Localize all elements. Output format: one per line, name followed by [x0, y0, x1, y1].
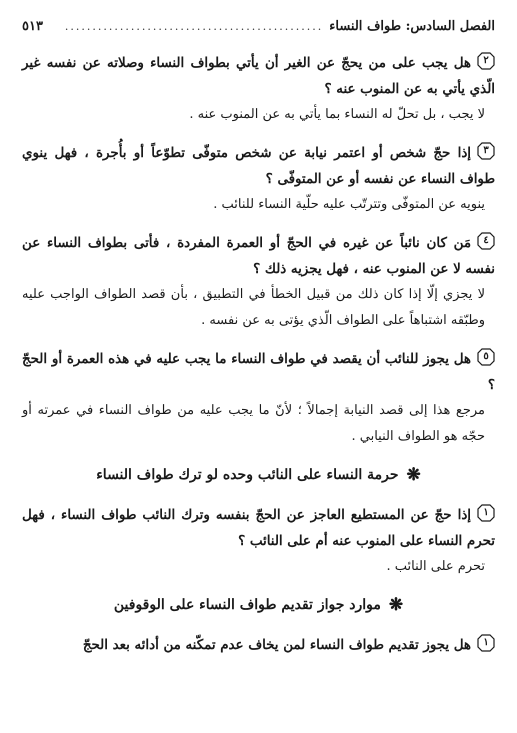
question-number-badge	[477, 634, 495, 652]
asterism-icon: ❋	[406, 465, 421, 485]
qa-block	[22, 50, 495, 128]
question-number: ١	[483, 507, 489, 518]
question-number: ٤	[483, 235, 489, 246]
question	[22, 50, 495, 102]
question-number: ٥	[483, 351, 489, 362]
question-text: إذا حجّ عن المستطيع العاجز عن الحجّ بنفسه وترك النائب طواف النساء ، فهل تحرم النساء على المنوب عنه أم على النائب ؟	[22, 507, 495, 549]
qa-block	[22, 346, 495, 450]
question-text: هل يجوز تقديم طواف النساء لمن يخاف عدم تمكّنه من أدائه بعد الحجّ	[82, 637, 471, 653]
chapter-title: الفصل السادس: طواف النساء	[329, 18, 495, 34]
question-number-badge	[477, 232, 495, 250]
answer-text: لا يجب ، بل تحلّ له النساء بما يأتي به عن المنوب عنه .	[189, 107, 485, 122]
question-number: ٢	[483, 55, 489, 66]
section-title: حرمة النساء على النائب وحده لو ترك طواف النساء	[96, 467, 399, 483]
answer-text: لا يجزي إلّا إذا كان ذلك من قبيل الخطأ في التطبيق ، بأن قصد الطواف الواجب عليه وطبّقه اشتباهاً على الطواف الّذي يؤتى به عن نفسه .	[22, 287, 485, 328]
page-number: ٥١٣	[22, 18, 43, 34]
question-number-badge	[477, 504, 495, 522]
question-number-badge	[477, 142, 495, 160]
question	[22, 230, 495, 282]
dot-leader: ...............................................	[64, 19, 324, 33]
question-text: مَن كان نائباً عن غيره في الحجّ أو العمرة المفردة ، فأتى بطواف النساء عن نفسه لا عن المنوب عنه ، فهل يجزيه ذلك ؟	[22, 235, 495, 277]
question-number-badge	[477, 52, 495, 70]
question-number-badge	[477, 348, 495, 366]
question	[22, 632, 495, 658]
section-title: موارد جواز تقديم طواف النساء على الوقوفين	[113, 597, 381, 613]
question-text: هل يجوز للنائب أن يقصد في طواف النساء ما يجب عليه في هذه العمرة أو الحجّ ؟	[22, 351, 495, 393]
answer-text: تحرم على النائب .	[386, 559, 485, 574]
asterism-icon: ❋	[388, 595, 404, 615]
question-text: هل يجب على من يحجّ عن الغير أن يأتي بطواف النساء وصلاته عن نفسه غير الّذي يأتي به عن المنوب عنه ؟	[22, 55, 495, 97]
question	[22, 140, 495, 192]
answer-text: ينويه عن المتوفّى وتترتّب عليه حلّية النساء للنائب .	[213, 197, 485, 212]
question-text: إذا حجّ شخص أو اعتمر نيابة عن شخص متوفّى تطوّعاً أو بأُجرة ، فهل ينوي طواف النساء عن نفسه أو عن المتوفّى ؟	[22, 145, 495, 187]
qa-block	[22, 230, 495, 334]
running-header	[22, 16, 495, 36]
question	[22, 346, 495, 398]
qa-block	[22, 502, 495, 580]
question-number: ١	[483, 637, 489, 648]
answer-text: مرجع هذا إلى قصد النيابة إجمالاً ؛ لأنّ ما يجب عليه من طواف النساء في عمرته أو حجّه هو الطواف النيابي .	[22, 403, 485, 444]
question	[22, 502, 495, 554]
question-number: ٣	[483, 145, 489, 156]
qa-block	[22, 632, 495, 658]
qa-block	[22, 140, 495, 218]
section-heading	[22, 462, 495, 488]
section-heading	[22, 592, 495, 618]
